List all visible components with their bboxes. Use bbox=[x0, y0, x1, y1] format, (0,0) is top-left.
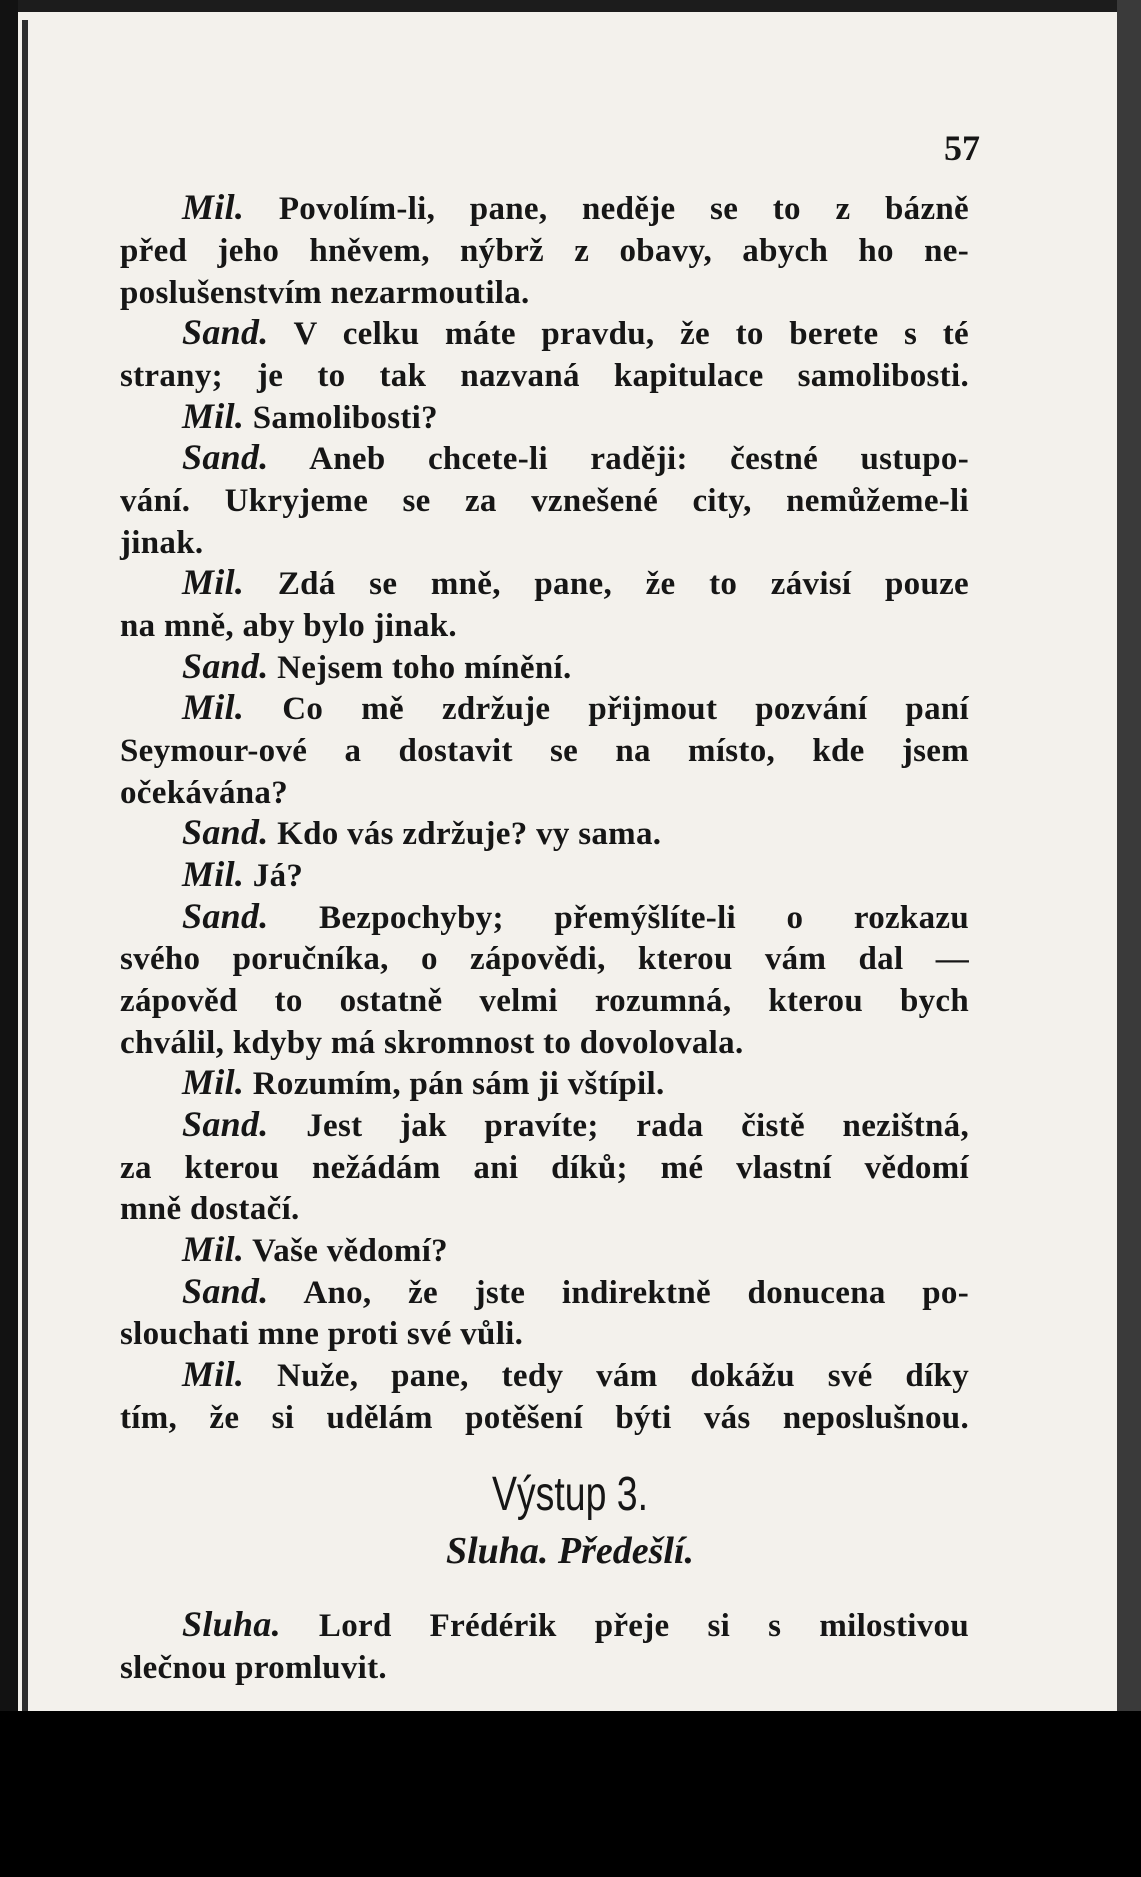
text-line: jinak. bbox=[120, 525, 204, 561]
text-line: vání. Ukryjeme se za vznešené city, nemůžeme-li bbox=[120, 483, 969, 519]
text-line: Mil. Vaše vědomí? bbox=[182, 1229, 448, 1269]
scene-heading: Výstup 3. bbox=[491, 1468, 649, 1521]
speaker-label: Mil. bbox=[182, 1062, 245, 1102]
text-line: Sand. Bezpochyby; přemýšlíte-li o rozkazu bbox=[182, 896, 969, 936]
text-line: Mil. Co mě zdržuje přijmout pozvání paní bbox=[182, 687, 969, 727]
text-line: očekávána? bbox=[120, 775, 288, 811]
text-line: na mně, aby bylo jinak. bbox=[120, 608, 457, 644]
text-line: slouchati mne proti své vůli. bbox=[120, 1316, 524, 1352]
text-line: Sand. Nejsem toho mínění. bbox=[182, 646, 572, 686]
text-line: za kterou nežádám ani díků; mé vlastní vědomí bbox=[120, 1150, 969, 1186]
text-line: slečnou promluvit. bbox=[120, 1650, 387, 1686]
text-line: Sand. Jest jak pravíte; rada čistě nezištná, bbox=[182, 1104, 969, 1144]
speaker-label: Sluha. bbox=[182, 1604, 281, 1644]
text-line: Mil. Já? bbox=[182, 854, 304, 894]
text-line: Mil. Samolibosti? bbox=[182, 396, 438, 436]
page-number: 57 bbox=[944, 128, 980, 168]
text-line: Seymour-ové a dostavit se na místo, kde jsem bbox=[120, 733, 969, 769]
text-line: Mil. Rozumím, pán sám ji vštípil. bbox=[182, 1062, 665, 1102]
speaker-label: Mil. bbox=[182, 1354, 245, 1394]
text-line: Sand. V celku máte pravdu, že to berete s té bbox=[182, 312, 969, 352]
speaker-label: Mil. bbox=[182, 1229, 245, 1269]
text-line: Sand. Kdo vás zdržuje? vy sama. bbox=[182, 812, 662, 852]
text-line: poslušenstvím nezarmoutila. bbox=[120, 275, 530, 311]
text-line: mně dostačí. bbox=[120, 1191, 300, 1227]
text-line: Sluha. Lord Frédérik přeje si s milostivou bbox=[182, 1604, 969, 1644]
speaker-label: Sand. bbox=[182, 312, 269, 352]
speaker-label: Mil. bbox=[182, 187, 245, 227]
speaker-label: Sand. bbox=[182, 437, 269, 477]
speaker-label: Mil. bbox=[182, 854, 245, 894]
text-line: zápověd to ostatně velmi rozumná, kterou bych bbox=[120, 983, 969, 1019]
speaker-label: Mil. bbox=[182, 687, 245, 727]
text-line: chválil, kdyby má skromnost to dovolovala. bbox=[120, 1025, 744, 1061]
scene-characters: Sluha. Předešlí. bbox=[445, 1530, 695, 1572]
text-line: svého poručníka, o zápovědi, kterou vám dal — bbox=[120, 941, 969, 977]
speaker-label: Sand. bbox=[182, 1104, 269, 1144]
scan-bottom-margin bbox=[0, 1711, 1141, 1877]
speaker-label: Sand. bbox=[182, 646, 269, 686]
text-line: Mil. Nuže, pane, tedy vám dokážu své díky bbox=[182, 1354, 969, 1394]
text-line: Mil. Povolím-li, pane, neděje se to z bázně bbox=[182, 187, 969, 227]
text-line: před jeho hněvem, nýbrž z obavy, abych ho ne- bbox=[120, 233, 969, 269]
text-line: Sand. Aneb chcete-li raději: čestné ustupo- bbox=[182, 437, 969, 477]
text-line: Sand. Ano, že jste indirektně donucena po- bbox=[182, 1271, 969, 1311]
text-line: Mil. Zdá se mně, pane, že to závisí pouze bbox=[182, 562, 969, 602]
speaker-label: Sand. bbox=[182, 812, 269, 852]
speaker-label: Sand. bbox=[182, 1271, 269, 1311]
speaker-label: Mil. bbox=[182, 396, 245, 436]
speaker-label: Mil. bbox=[182, 562, 245, 602]
text-line: strany; je to tak nazvaná kapitulace samolibosti. bbox=[120, 358, 969, 394]
speaker-label: Sand. bbox=[182, 896, 269, 936]
text-line: tím, že si udělám potěšení býti vás neposlušnou. bbox=[120, 1400, 969, 1436]
